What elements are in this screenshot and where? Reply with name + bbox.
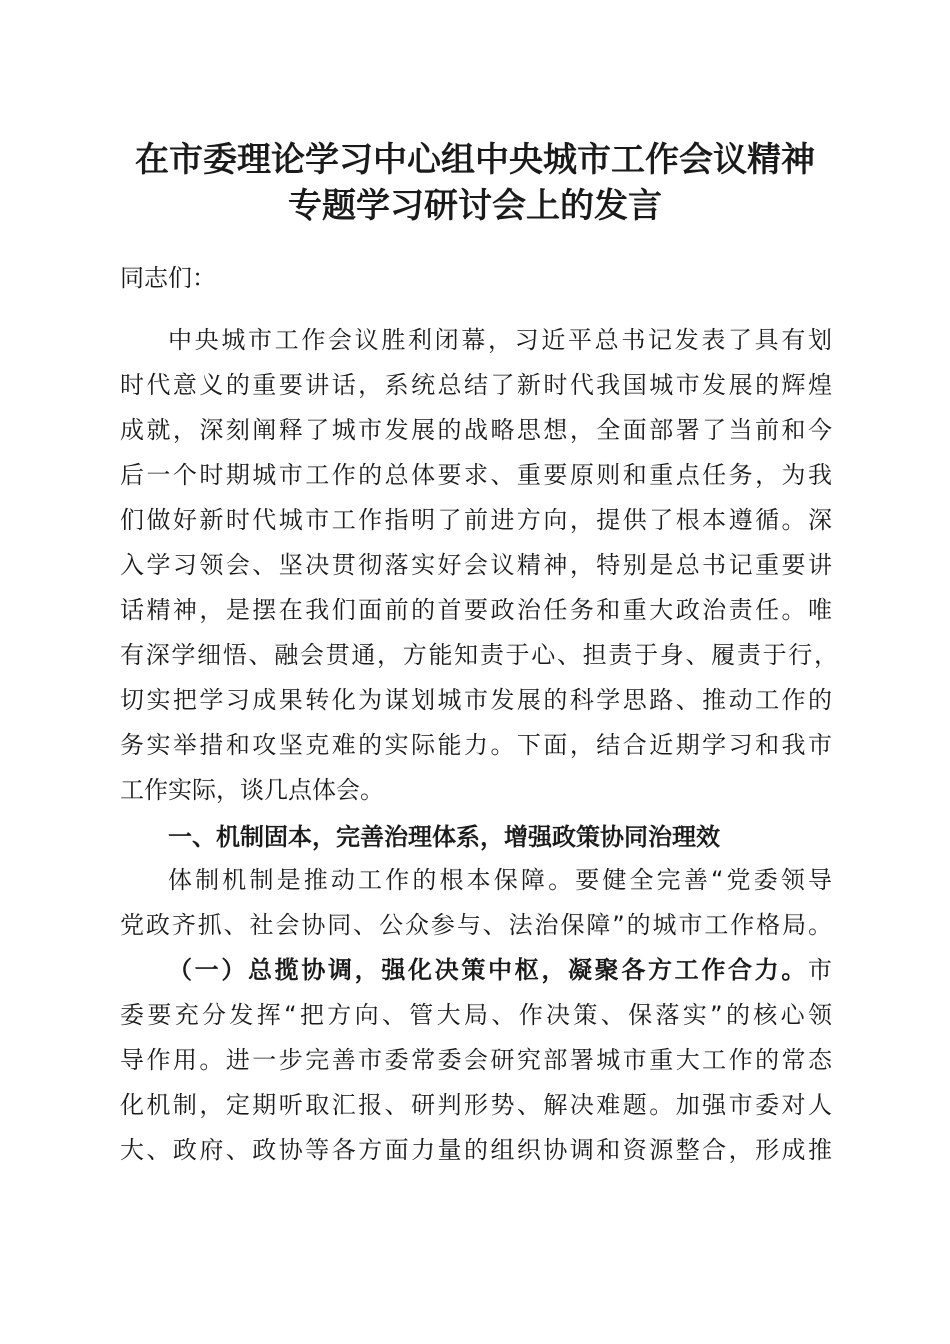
intro-line: 成就，深刻阐释了城市发展的战略思想，全面部署了当前和今 <box>120 416 832 444</box>
document-title-line-1: 在市委理论学习中心组中央城市工作会议精神 <box>135 140 815 180</box>
intro-line: 中央城市工作会议胜利闭幕，习近平总书记发表了具有划 <box>168 326 832 354</box>
intro-line: 时代意义的重要讲话，系统总结了新时代我国城市发展的辉煌 <box>120 371 832 399</box>
intro-line: 入学习领会、坚决贯彻落实好会议精神，特别是总书记重要讲 <box>120 551 832 579</box>
intro-line: 话精神，是摆在我们面前的首要政治任务和重大政治责任。唯 <box>120 596 832 624</box>
subsection-1-line: 化机制，定期听取汇报、研判形势、解决难题。加强市委对人 <box>120 1091 832 1119</box>
section-1-heading: 一、机制固本，完善治理体系，增强政策协同治理效 <box>168 823 720 851</box>
section-1-line: 党政齐抓、社会协同、公众参与、法治保障”的城市工作格局。 <box>120 911 832 939</box>
intro-line: 有深学细悟、融会贯通，方能知责于心、担责于身、履责于行， <box>120 641 838 669</box>
intro-line: 们做好新时代城市工作指明了前进方向，提供了根本遵循。深 <box>120 506 832 534</box>
subsection-1-lead-tail: 市 <box>808 956 832 984</box>
intro-line: 工作实际，谈几点体会。 <box>120 776 384 804</box>
intro-line: 后一个时期城市工作的总体要求、重要原则和重点任务，为我 <box>120 461 832 489</box>
subsection-1-lead-line <box>168 950 832 990</box>
subsection-1-line: 大、政府、政协等各方面力量的组织协调和资源整合，形成推 <box>120 1136 832 1164</box>
intro-line: 务实举措和攻坚克难的实际能力。下面，结合近期学习和我市 <box>120 731 832 759</box>
greeting: 同志们： <box>120 264 216 292</box>
subsection-1-line: 导作用。进一步完善市委常委会研究部署城市重大工作的常态 <box>120 1046 832 1074</box>
subsection-1-line: 委要充分发挥“把方向、管大局、作决策、保落实”的核心领 <box>120 1001 832 1029</box>
document-title-line-2: 专题学习研讨会上的发言 <box>288 186 662 226</box>
intro-line: 切实把学习成果转化为谋划城市发展的科学思路、推动工作的 <box>120 686 832 714</box>
section-1-line: 体制机制是推动工作的根本保障。要健全完善“党委领导 <box>168 866 832 894</box>
subsection-1-lead: （一）总揽协调，强化决策中枢，凝聚各方工作合力。 <box>168 956 808 984</box>
